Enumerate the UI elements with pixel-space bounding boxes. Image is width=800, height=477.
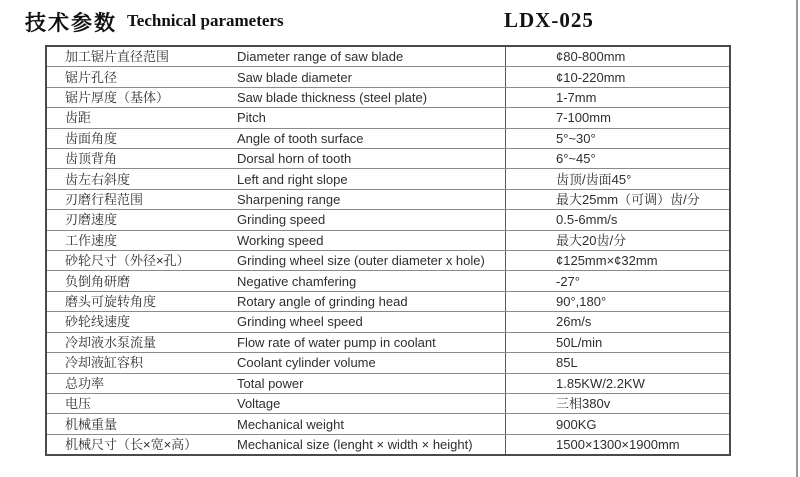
parameter-name-cell [47, 47, 505, 66]
param-value: ¢125mm×¢32mm [556, 253, 658, 269]
param-name-cn: 砂轮线速度 [65, 314, 131, 330]
table-row [47, 190, 729, 210]
param-value: 0.5-6mm/s [556, 212, 618, 228]
table-row [47, 374, 729, 394]
table-row [47, 394, 729, 414]
param-name-cn: 电压 [65, 396, 92, 412]
parameter-name-cell [47, 231, 505, 250]
parameter-name-cell [47, 108, 505, 127]
parameter-value-cell [505, 414, 729, 433]
param-name-cn: 总功率 [65, 375, 105, 391]
param-name-en: Coolant cylinder volume [237, 355, 376, 371]
param-name-cn: 工作速度 [65, 232, 118, 248]
parameter-name-cell [47, 210, 505, 229]
parameter-value-cell [505, 312, 729, 331]
table-row [47, 47, 729, 67]
param-name-cn: 刃磨速度 [65, 212, 118, 228]
parameter-value-cell [505, 149, 729, 168]
param-name-cn: 齿左右斜度 [65, 171, 131, 187]
table-row [47, 88, 729, 108]
param-name-en: Left and right slope [237, 171, 348, 187]
table-row [47, 353, 729, 373]
parameter-value-cell [505, 210, 729, 229]
table-row [47, 414, 729, 434]
parameter-value-cell [505, 435, 729, 454]
param-name-cn: 冷却液水泵流量 [65, 334, 157, 350]
param-value: 5°~30° [556, 130, 596, 146]
table-row [47, 149, 729, 169]
parameter-name-cell [47, 374, 505, 393]
param-name-en: Diameter range of saw blade [237, 49, 404, 65]
param-value: 1500×1300×1900mm [556, 436, 680, 452]
parameter-value-cell [505, 333, 729, 352]
table-row [47, 435, 729, 454]
parameter-name-cell [47, 333, 505, 352]
param-value: 最大25mm（可调）齿/分 [556, 192, 700, 208]
param-value: 900KG [556, 416, 597, 432]
parameter-value-cell [505, 67, 729, 86]
table-row [47, 210, 729, 230]
table-row [47, 271, 729, 291]
parameter-value-cell [505, 292, 729, 311]
param-name-en: Grinding wheel size (outer diameter x hole) [237, 253, 485, 269]
parameter-name-cell [47, 271, 505, 290]
param-name-cn: 齿面角度 [65, 130, 118, 146]
parameter-name-cell [47, 414, 505, 433]
parameter-value-cell [505, 190, 729, 209]
parameter-name-cell [47, 435, 505, 454]
parameter-name-cell [47, 251, 505, 270]
parameter-value-cell [505, 271, 729, 290]
param-name-en: Saw blade diameter [237, 69, 352, 85]
parameter-value-cell [505, 88, 729, 107]
param-name-en: Flow rate of water pump in coolant [237, 334, 436, 350]
param-name-cn: 砂轮尺寸（外径×孔） [65, 253, 190, 269]
param-name-cn: 刃磨行程范围 [65, 192, 144, 208]
table-row [47, 231, 729, 251]
param-name-en: Negative chamfering [237, 273, 357, 289]
param-name-cn: 冷却液缸容积 [65, 355, 144, 371]
param-name-cn: 机械重量 [65, 416, 118, 432]
param-name-en: Grinding wheel speed [237, 314, 363, 330]
table-row [47, 129, 729, 149]
param-name-en: Grinding speed [237, 212, 326, 228]
parameter-name-cell [47, 88, 505, 107]
model-number: LDX-025 [504, 8, 594, 32]
parameter-value-cell [505, 108, 729, 127]
table-row [47, 312, 729, 332]
param-value: 三相380v [556, 396, 611, 412]
parameter-value-cell [505, 47, 729, 66]
parameter-value-cell [505, 251, 729, 270]
table-row [47, 292, 729, 312]
table-row [47, 333, 729, 353]
param-value: 7-100mm [556, 110, 611, 126]
param-value: 6°~45° [556, 151, 596, 167]
parameter-name-cell [47, 190, 505, 209]
technical-parameters-table [45, 45, 731, 456]
param-value: 齿顶/齿面45° [556, 171, 632, 187]
param-name-cn: 磨头可旋转角度 [65, 294, 157, 310]
param-name-en: Rotary angle of grinding head [237, 294, 408, 310]
param-name-en: Sharpening range [237, 192, 341, 208]
table-row [47, 251, 729, 271]
parameter-value-cell [505, 231, 729, 250]
param-value: 85L [556, 355, 578, 371]
parameter-value-cell [505, 374, 729, 393]
param-name-cn: 机械尺寸（长×宽×高） [65, 436, 198, 452]
parameter-name-cell [47, 149, 505, 168]
parameter-name-cell [47, 129, 505, 148]
param-name-en: Saw blade thickness (steel plate) [237, 90, 428, 106]
param-name-en: Voltage [237, 396, 281, 412]
table-row [47, 108, 729, 128]
parameter-value-cell [505, 129, 729, 148]
page-right-border [796, 0, 798, 477]
param-value: 50L/min [556, 334, 603, 350]
param-name-en: Dorsal horn of tooth [237, 151, 352, 167]
param-name-en: Working speed [237, 232, 324, 248]
param-name-cn: 锯片孔径 [65, 69, 118, 85]
param-name-cn: 加工锯片直径范围 [65, 49, 170, 65]
table-row [47, 67, 729, 87]
param-name-en: Angle of tooth surface [237, 130, 364, 146]
param-value: 90°,180° [556, 294, 607, 310]
param-value: 26m/s [556, 314, 592, 330]
parameter-name-cell [47, 169, 505, 188]
parameter-name-cell [47, 353, 505, 372]
param-name-cn: 齿距 [65, 110, 92, 126]
param-name-en: Total power [237, 375, 304, 391]
param-name-cn: 锯片厚度（基体） [65, 90, 170, 106]
page-title-english: Technical parameters [127, 11, 284, 30]
parameter-name-cell [47, 394, 505, 413]
param-value: 最大20齿/分 [556, 232, 627, 248]
param-name-cn: 齿顶背角 [65, 151, 118, 167]
parameter-name-cell [47, 312, 505, 331]
parameter-value-cell [505, 353, 729, 372]
param-value: ¢10-220mm [556, 69, 626, 85]
table-row [47, 169, 729, 189]
param-name-en: Mechanical weight [237, 416, 344, 432]
param-value: 1-7mm [556, 90, 597, 106]
parameter-name-cell [47, 292, 505, 311]
param-name-en: Pitch [237, 110, 266, 126]
param-value: ¢80-800mm [556, 49, 626, 65]
parameter-value-cell [505, 394, 729, 413]
param-name-cn: 负倒角研磨 [65, 273, 131, 289]
param-value: 1.85KW/2.2KW [556, 375, 645, 391]
param-name-en: Mechanical size (lenght × width × height) [237, 436, 473, 452]
page-title-chinese: 技术参数 [25, 12, 117, 35]
parameter-name-cell [47, 67, 505, 86]
param-value: -27° [556, 273, 580, 289]
parameter-value-cell [505, 169, 729, 188]
